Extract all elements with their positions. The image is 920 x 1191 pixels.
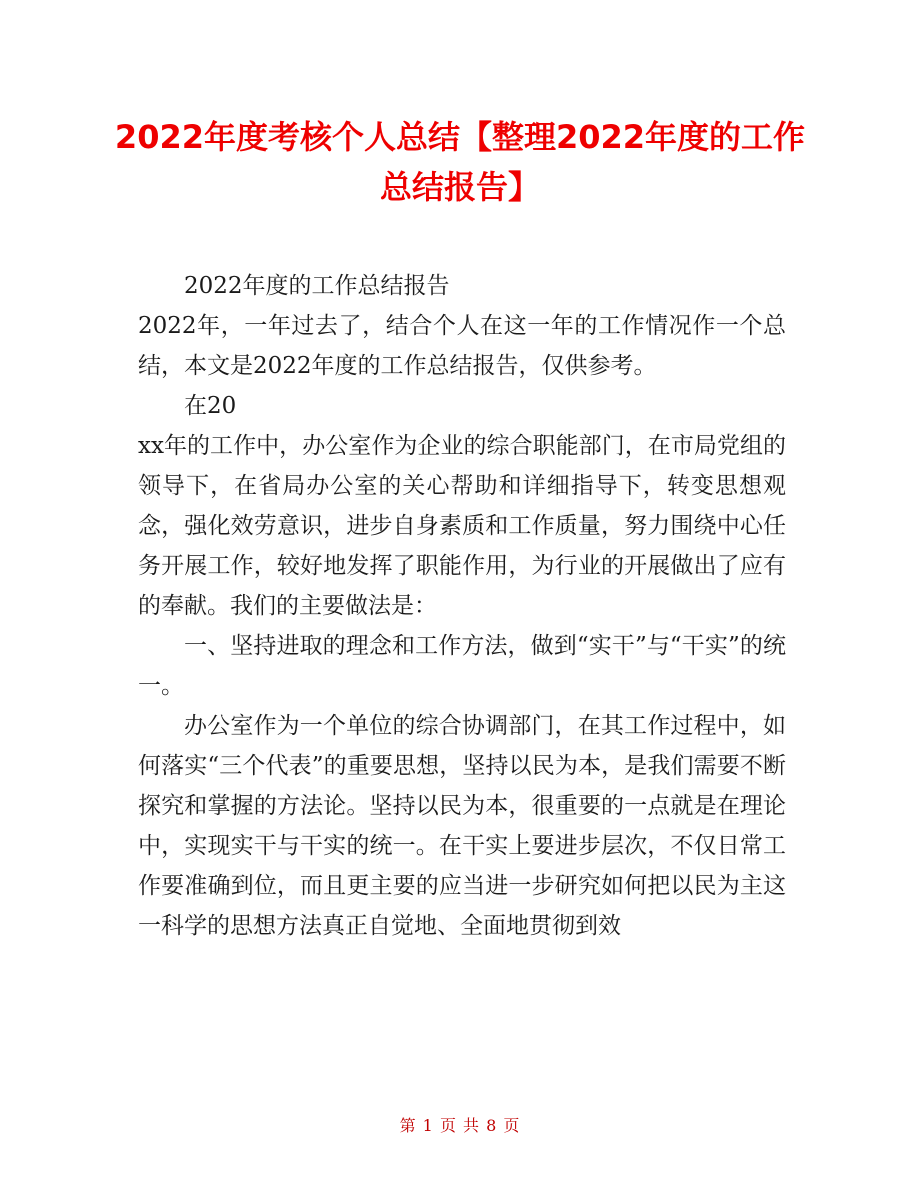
paragraph: 在20 bbox=[184, 393, 237, 419]
document-body bbox=[138, 266, 786, 946]
paragraph: 2022年度的工作总结报告 bbox=[184, 273, 450, 299]
paragraph: xx年的工作中，办公室作为企业的综合职能部门，在市局党组的领导下，在省局办公室的关心帮助和详细指导下，转变思想观念，强化效劳意识，进步自身素质和工作质量，努力围绕中心任务开展工作，较好地发挥了职能作用，为行业的开展做出了应有的奉献。我们的主要做法是： bbox=[138, 433, 786, 619]
paragraph: 2022年，一年过去了，结合个人在这一年的工作情况作一个总结，本文是2022年度的工作总结报告，仅供参考。 bbox=[138, 313, 786, 379]
document-title: 2022年度考核个人总结【整理2022年度的工作总结报告】 bbox=[114, 118, 806, 206]
paragraph: 一、坚持进取的理念和工作方法，做到“实干”与“干实”的统一。 bbox=[138, 633, 786, 699]
page-number-footer: 第 1 页 共 8 页 bbox=[399, 1116, 521, 1135]
paragraph: 办公室作为一个单位的综合协调部门，在其工作过程中，如何落实“三个代表”的重要思想，坚持以民为本，是我们需要不断探究和掌握的方法论。坚持以民为本，很重要的一点就是在理论中，实现实干与干实的统一。在干实上要进步层次，不仅日常工作要准确到位，而且更主要的应当进一步研究如何把以民为主这一科学的思想方法真正自觉地、全面地贯彻到效 bbox=[138, 713, 786, 939]
